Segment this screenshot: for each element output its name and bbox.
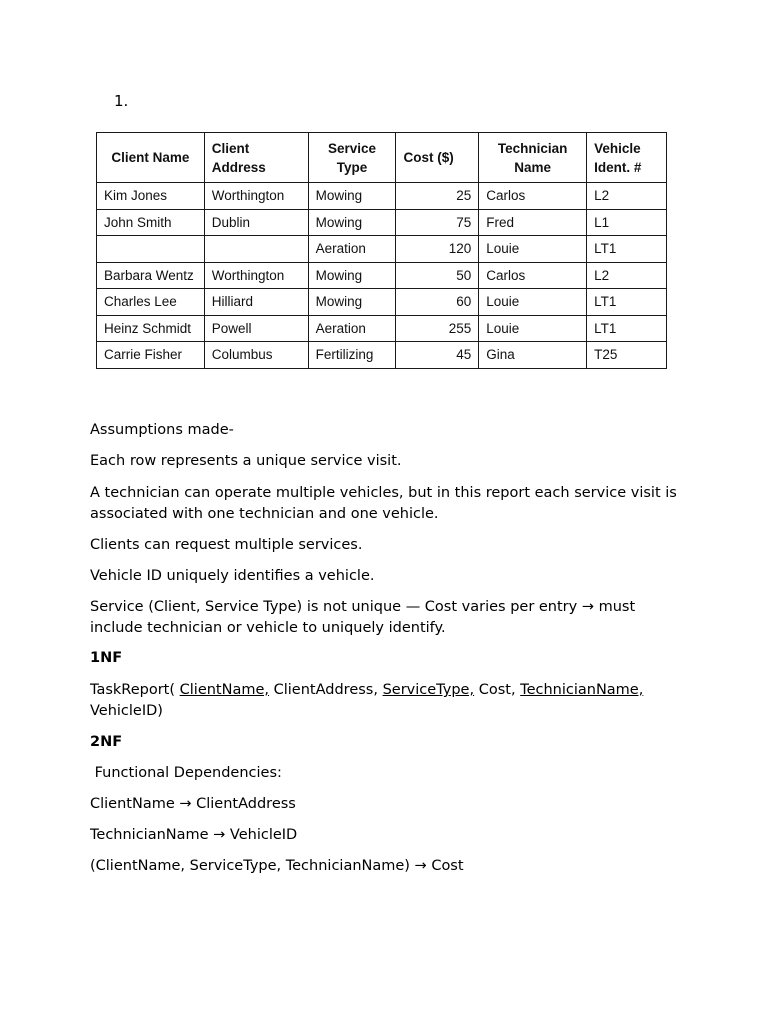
relation-sep: ClientAddress, bbox=[269, 682, 383, 698]
nf1-heading: 1NF bbox=[90, 650, 123, 666]
table-row bbox=[97, 289, 667, 316]
cell-service-type: Mowing bbox=[308, 209, 396, 236]
key-client-name: ClientName, bbox=[179, 682, 270, 698]
assumption-item: Clients can request multiple services. bbox=[90, 537, 363, 553]
cell-cost: 75 bbox=[396, 209, 479, 236]
header-technician-name: Technician Name bbox=[479, 133, 587, 183]
cell-client-address: Worthington bbox=[204, 183, 308, 210]
cell-client-address: Hilliard bbox=[204, 289, 308, 316]
assumption-item: A technician can operate multiple vehicles, but in this report each service visit is associated with one technician and one vehicle. bbox=[90, 485, 677, 522]
cell-client-address bbox=[204, 236, 308, 263]
assumptions-heading: Assumptions made- bbox=[90, 422, 234, 438]
cell-technician-name: Louie bbox=[479, 289, 587, 316]
cell-service-type: Aeration bbox=[308, 236, 396, 263]
functional-dependency: (ClientName, ServiceType, TechnicianName) → Cost bbox=[90, 858, 464, 874]
cell-cost: 120 bbox=[396, 236, 479, 263]
cell-client-address: Powell bbox=[204, 315, 308, 342]
cell-vehicle-ident: L1 bbox=[587, 209, 667, 236]
key-technician-name: TechnicianName, bbox=[520, 682, 644, 698]
cell-client-address: Columbus bbox=[204, 342, 308, 369]
cell-technician-name: Fred bbox=[479, 209, 587, 236]
cell-cost: 255 bbox=[396, 315, 479, 342]
cell-technician-name: Carlos bbox=[479, 183, 587, 210]
relation-prefix: TaskReport( bbox=[90, 682, 180, 698]
cell-service-type: Fertilizing bbox=[308, 342, 396, 369]
cell-service-type: Mowing bbox=[308, 183, 396, 210]
cell-technician-name: Louie bbox=[479, 315, 587, 342]
cell-client-name bbox=[97, 236, 205, 263]
cell-vehicle-ident: LT1 bbox=[587, 289, 667, 316]
cell-client-name: Carrie Fisher bbox=[97, 342, 205, 369]
table-row bbox=[97, 209, 667, 236]
cell-service-type: Mowing bbox=[308, 289, 396, 316]
header-cost: Cost ($) bbox=[396, 133, 479, 183]
table-row bbox=[97, 183, 667, 210]
cell-client-name: Heinz Schmidt bbox=[97, 315, 205, 342]
nf2-heading: 2NF bbox=[90, 734, 123, 750]
relation-sep: Cost, bbox=[474, 682, 521, 698]
cell-client-address: Worthington bbox=[204, 262, 308, 289]
cell-client-address: Dublin bbox=[204, 209, 308, 236]
cell-client-name: Kim Jones bbox=[97, 183, 205, 210]
header-service-type: Service Type bbox=[308, 133, 396, 183]
header-client-address: Client Address bbox=[204, 133, 308, 183]
cell-technician-name: Carlos bbox=[479, 262, 587, 289]
cell-vehicle-ident: L2 bbox=[587, 262, 667, 289]
relation-suffix: VehicleID) bbox=[90, 703, 163, 719]
table-row bbox=[97, 262, 667, 289]
table-row bbox=[97, 315, 667, 342]
cell-cost: 60 bbox=[396, 289, 479, 316]
task-report-table bbox=[96, 132, 667, 369]
cell-cost: 45 bbox=[396, 342, 479, 369]
functional-dependency: TechnicianName → VehicleID bbox=[90, 827, 298, 843]
table-header-row bbox=[97, 133, 667, 183]
cell-vehicle-ident: LT1 bbox=[587, 236, 667, 263]
assumption-item: Each row represents a unique service visit. bbox=[90, 453, 402, 469]
nf1-relation bbox=[90, 680, 690, 722]
cell-service-type: Mowing bbox=[308, 262, 396, 289]
cell-vehicle-ident: LT1 bbox=[587, 315, 667, 342]
cell-technician-name: Louie bbox=[479, 236, 587, 263]
cell-cost: 25 bbox=[396, 183, 479, 210]
header-vehicle-ident: Vehicle Ident. # bbox=[587, 133, 667, 183]
cell-client-name: Barbara Wentz bbox=[97, 262, 205, 289]
cell-cost: 50 bbox=[396, 262, 479, 289]
cell-vehicle-ident: T25 bbox=[587, 342, 667, 369]
cell-client-name: John Smith bbox=[97, 209, 205, 236]
header-client-name: Client Name bbox=[97, 133, 205, 183]
key-service-type: ServiceType, bbox=[382, 682, 475, 698]
cell-vehicle-ident: L2 bbox=[587, 183, 667, 210]
table-row bbox=[97, 342, 667, 369]
cell-client-name: Charles Lee bbox=[97, 289, 205, 316]
table-row bbox=[97, 236, 667, 263]
cell-technician-name: Gina bbox=[479, 342, 587, 369]
cell-service-type: Aeration bbox=[308, 315, 396, 342]
fd-heading: Functional Dependencies: bbox=[90, 765, 282, 781]
functional-dependency: ClientName → ClientAddress bbox=[90, 796, 296, 812]
assumption-item: Vehicle ID uniquely identifies a vehicle. bbox=[90, 568, 375, 584]
list-number: 1. bbox=[114, 92, 129, 110]
assumption-item: Service (Client, Service Type) is not unique — Cost varies per entry → must include technician or vehicle to uniquely identify. bbox=[90, 599, 636, 636]
